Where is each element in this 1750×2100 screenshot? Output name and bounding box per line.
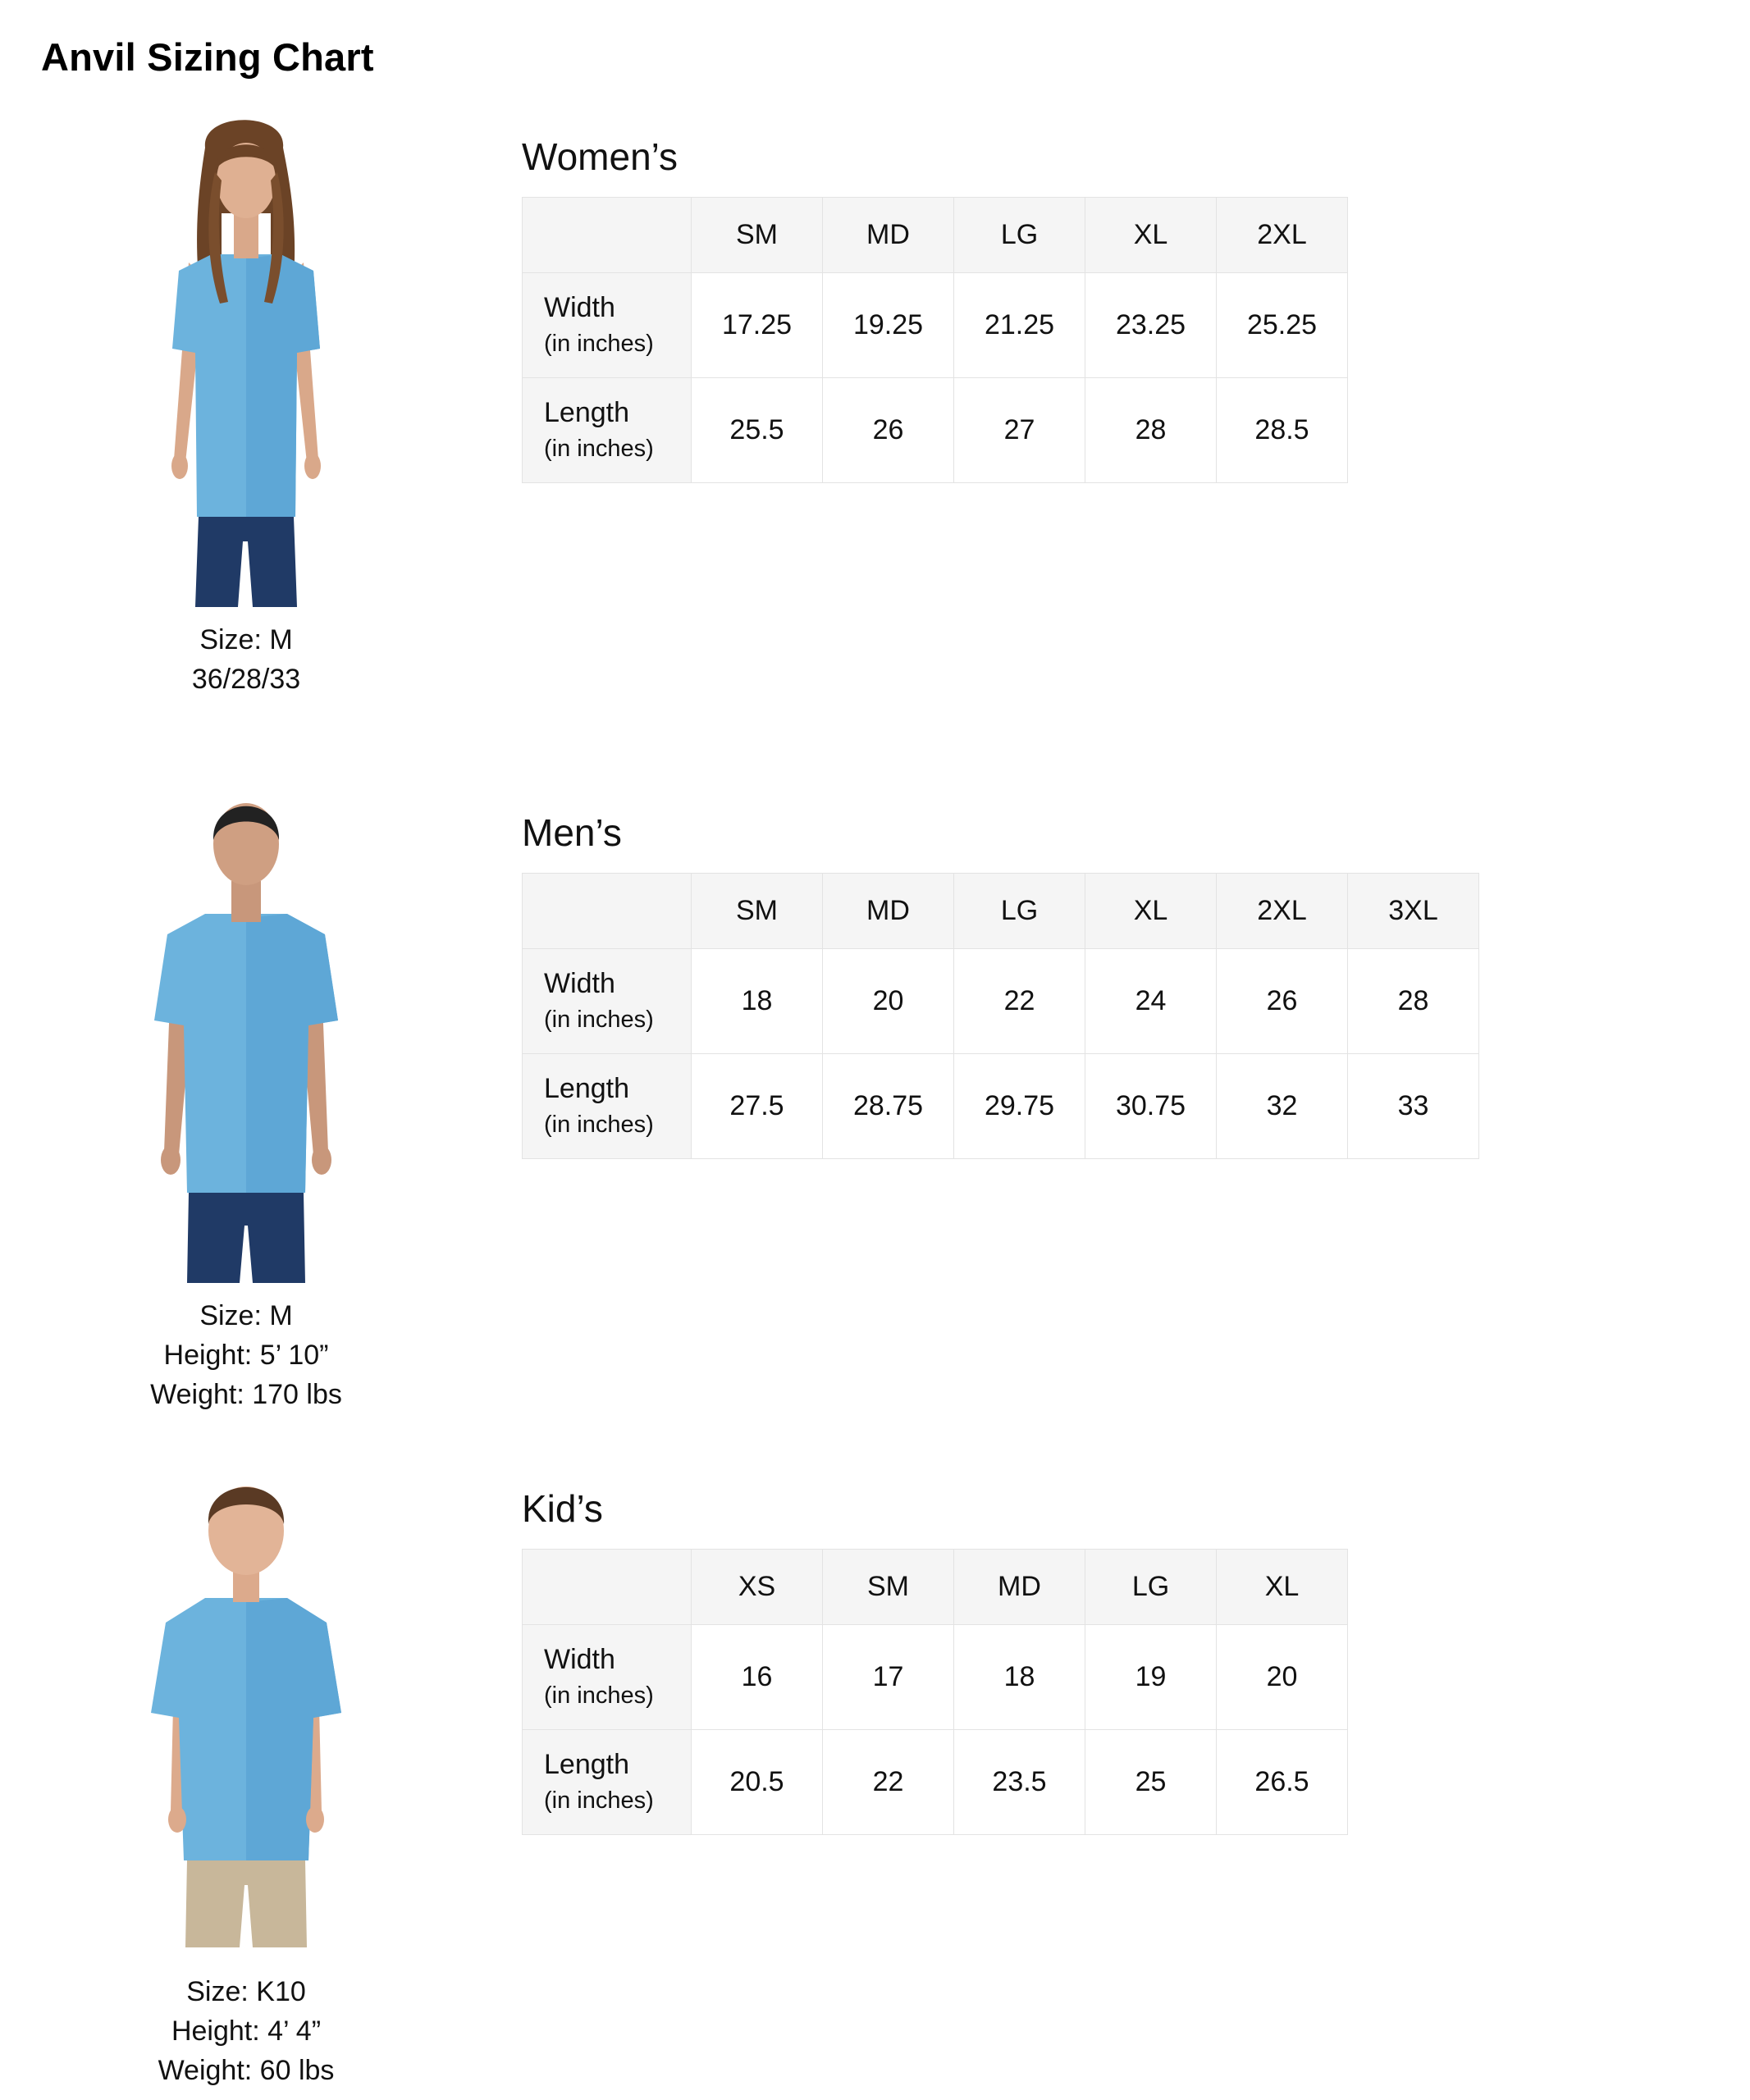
size-column-header: 2XL bbox=[1217, 874, 1348, 949]
table-cell: 22 bbox=[954, 949, 1085, 1054]
table-cell: 30.75 bbox=[1085, 1054, 1217, 1159]
page-title: Anvil Sizing Chart bbox=[41, 35, 374, 79]
size-column-header: MD bbox=[823, 874, 954, 949]
caption-line: Weight: 170 lbs bbox=[150, 1379, 342, 1410]
row-unit: (in inches) bbox=[544, 1787, 654, 1814]
table-row bbox=[523, 273, 1348, 378]
table-cell: 18 bbox=[954, 1625, 1085, 1730]
table-corner-cell bbox=[523, 198, 692, 273]
row-label: Width bbox=[544, 291, 615, 323]
womens-size-table bbox=[522, 197, 1348, 483]
caption-line: 36/28/33 bbox=[191, 664, 301, 695]
row-unit: (in inches) bbox=[544, 330, 654, 357]
table-cell: 27 bbox=[954, 378, 1085, 483]
size-column-header: SM bbox=[823, 1550, 954, 1625]
table-cell: 19 bbox=[1085, 1625, 1217, 1730]
table-cell: 24 bbox=[1085, 949, 1217, 1054]
table-cell: 25 bbox=[1085, 1730, 1217, 1835]
table-cell: 33 bbox=[1348, 1054, 1479, 1159]
kid-model-caption bbox=[107, 1972, 386, 2090]
table-header-row bbox=[523, 874, 1479, 949]
womens-section bbox=[0, 115, 1750, 788]
table-cell: 17 bbox=[823, 1625, 954, 1730]
row-header bbox=[523, 949, 692, 1054]
row-header bbox=[523, 1625, 692, 1730]
size-column-header: MD bbox=[954, 1550, 1085, 1625]
caption-line: Size: M bbox=[199, 1300, 293, 1331]
size-column-header: LG bbox=[954, 874, 1085, 949]
table-cell: 26 bbox=[823, 378, 954, 483]
table-cell: 19.25 bbox=[823, 273, 954, 378]
table-row bbox=[523, 378, 1348, 483]
table-cell: 28 bbox=[1348, 949, 1479, 1054]
table-cell: 28.5 bbox=[1217, 378, 1348, 483]
woman-model-photo bbox=[123, 115, 369, 607]
table-cell: 26 bbox=[1217, 949, 1348, 1054]
size-column-header: XL bbox=[1085, 874, 1217, 949]
kid-model-photo bbox=[123, 1467, 369, 1959]
man-model-caption bbox=[107, 1296, 386, 1414]
row-label: Length bbox=[544, 1748, 629, 1780]
table-row bbox=[523, 949, 1479, 1054]
mens-section bbox=[0, 791, 1750, 1463]
mens-size-table bbox=[522, 873, 1479, 1159]
size-column-header: XL bbox=[1217, 1550, 1348, 1625]
table-corner-cell bbox=[523, 1550, 692, 1625]
size-column-header: XS bbox=[692, 1550, 823, 1625]
table-cell: 26.5 bbox=[1217, 1730, 1348, 1835]
caption-line: Weight: 60 lbs bbox=[158, 2055, 335, 2086]
table-cell: 16 bbox=[692, 1625, 823, 1730]
row-header bbox=[523, 273, 692, 378]
woman-model-caption bbox=[107, 620, 386, 699]
row-unit: (in inches) bbox=[544, 1111, 654, 1138]
table-cell: 20.5 bbox=[692, 1730, 823, 1835]
table-row bbox=[523, 1625, 1348, 1730]
table-header-row bbox=[523, 1550, 1348, 1625]
table-header-row bbox=[523, 198, 1348, 273]
table-cell: 32 bbox=[1217, 1054, 1348, 1159]
kids-size-table bbox=[522, 1549, 1348, 1835]
table-cell: 22 bbox=[823, 1730, 954, 1835]
row-label: Length bbox=[544, 1072, 629, 1104]
size-column-header: 3XL bbox=[1348, 874, 1479, 949]
size-column-header: 2XL bbox=[1217, 198, 1348, 273]
size-column-header: XL bbox=[1085, 198, 1217, 273]
size-column-header: MD bbox=[823, 198, 954, 273]
caption-line: Height: 5’ 10” bbox=[163, 1340, 329, 1371]
table-cell: 21.25 bbox=[954, 273, 1085, 378]
table-cell: 20 bbox=[823, 949, 954, 1054]
table-cell: 23.25 bbox=[1085, 273, 1217, 378]
row-header bbox=[523, 1730, 692, 1835]
section-heading: Kid’s bbox=[522, 1487, 603, 1530]
table-cell: 18 bbox=[692, 949, 823, 1054]
table-cell: 28 bbox=[1085, 378, 1217, 483]
section-heading: Women’s bbox=[522, 135, 679, 178]
table-cell: 25.25 bbox=[1217, 273, 1348, 378]
caption-line: Size: K10 bbox=[186, 1976, 306, 2007]
table-corner-cell bbox=[523, 874, 692, 949]
size-column-header: LG bbox=[954, 198, 1085, 273]
row-label: Length bbox=[544, 396, 629, 428]
table-row bbox=[523, 1054, 1479, 1159]
row-label: Width bbox=[544, 967, 615, 999]
table-row bbox=[523, 1730, 1348, 1835]
table-cell: 23.5 bbox=[954, 1730, 1085, 1835]
kids-section bbox=[0, 1467, 1750, 2100]
row-label: Width bbox=[544, 1643, 615, 1675]
table-cell: 25.5 bbox=[692, 378, 823, 483]
row-unit: (in inches) bbox=[544, 1006, 654, 1033]
row-header bbox=[523, 1054, 692, 1159]
table-cell: 27.5 bbox=[692, 1054, 823, 1159]
row-unit: (in inches) bbox=[544, 435, 654, 462]
table-cell: 20 bbox=[1217, 1625, 1348, 1730]
table-cell: 29.75 bbox=[954, 1054, 1085, 1159]
row-header bbox=[523, 378, 692, 483]
size-column-header: LG bbox=[1085, 1550, 1217, 1625]
man-model-photo bbox=[123, 791, 369, 1283]
row-unit: (in inches) bbox=[544, 1682, 654, 1709]
table-cell: 17.25 bbox=[692, 273, 823, 378]
caption-line: Height: 4’ 4” bbox=[171, 2016, 322, 2047]
caption-line: Size: M bbox=[199, 624, 293, 655]
size-column-header: SM bbox=[692, 874, 823, 949]
size-column-header: SM bbox=[692, 198, 823, 273]
section-heading: Men’s bbox=[522, 811, 622, 854]
table-cell: 28.75 bbox=[823, 1054, 954, 1159]
